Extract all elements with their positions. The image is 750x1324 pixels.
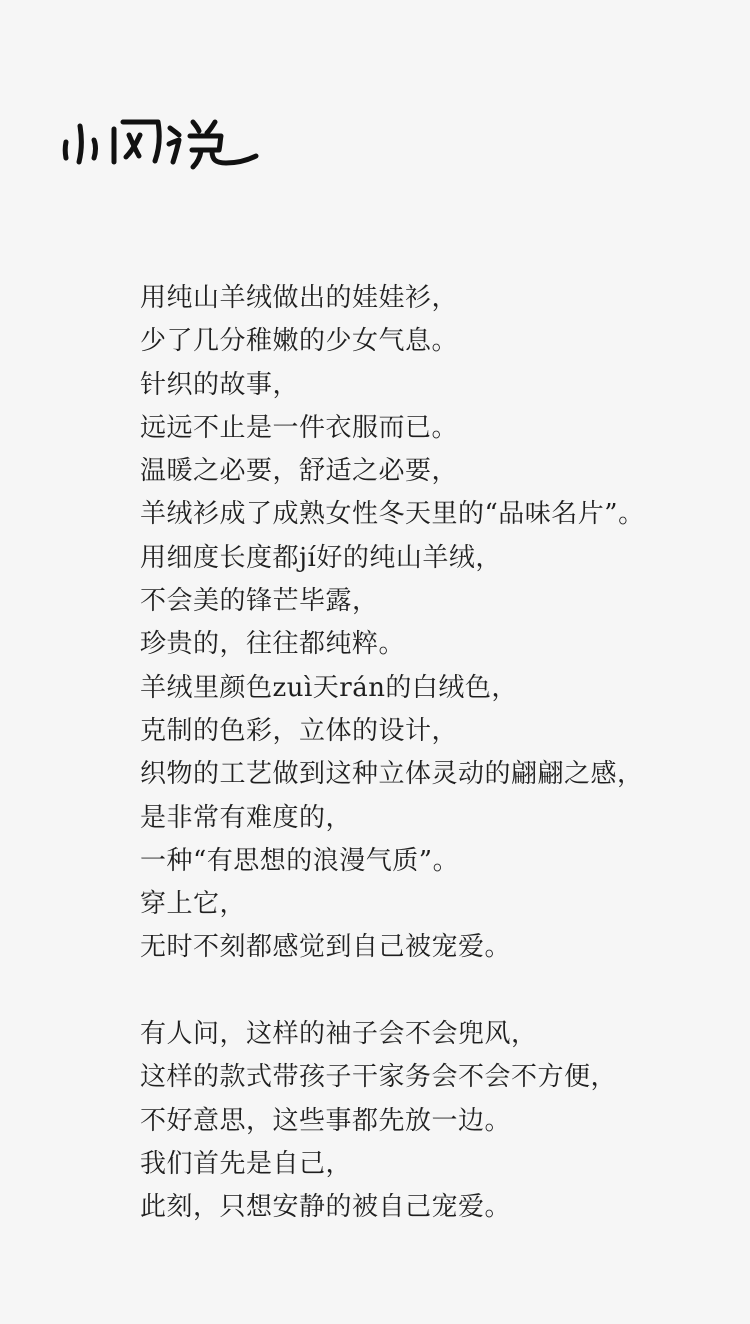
poem-line: 这样的款式带孩子干家务会不会不方便，: [140, 1062, 618, 1093]
poem-line: 有人问，这样的袖子会不会兜风，: [140, 1019, 538, 1050]
poem-line: 穿上它，: [140, 889, 247, 920]
brand-logo: [56, 104, 266, 174]
poem-line: 无时不刻都感觉到自己被宠爱。: [140, 932, 512, 963]
poem-line: 克制的色彩，立体的设计，: [140, 715, 459, 746]
poem-line: 羊绒衫成了成熟女性冬天里的“品味名片”。: [140, 499, 645, 530]
poem-line: 远远不止是一件衣服而已。: [140, 412, 459, 443]
poem-line: 珍贵的，往往都纯粹。: [140, 629, 406, 660]
poem-line: 羊绒里颜色zuì天rán的白绒色，: [140, 672, 518, 703]
poem-line: 用纯山羊绒做出的娃娃衫，: [140, 283, 459, 313]
poem-line: 织物的工艺做到这种立体灵动的翩翩之感，: [140, 759, 644, 790]
poem-line: 不好意思，这些事都先放一边。: [140, 1105, 512, 1136]
brand-logo-mark: [56, 104, 266, 174]
poem-line: 我们首先是自己，: [140, 1148, 353, 1179]
poem-body: [140, 277, 720, 1230]
poem-line: 不会美的锋芒毕露，: [140, 586, 379, 617]
stanza-gap: [140, 970, 720, 1013]
poem-line: 是非常有难度的，: [140, 802, 353, 833]
poem-line: 用细度长度都jí好的纯山羊绒，: [140, 542, 502, 573]
poem-line: 少了几分稚嫩的少女气息。: [140, 326, 459, 357]
poem-line: 温暖之必要，舒适之必要，: [140, 456, 459, 487]
poem-line: 针织的故事，: [140, 369, 300, 400]
poem-line: 此刻，只想安静的被自己宠爱。: [140, 1192, 512, 1223]
poem-line: 一种“有思想的浪漫气质”。: [140, 845, 460, 876]
